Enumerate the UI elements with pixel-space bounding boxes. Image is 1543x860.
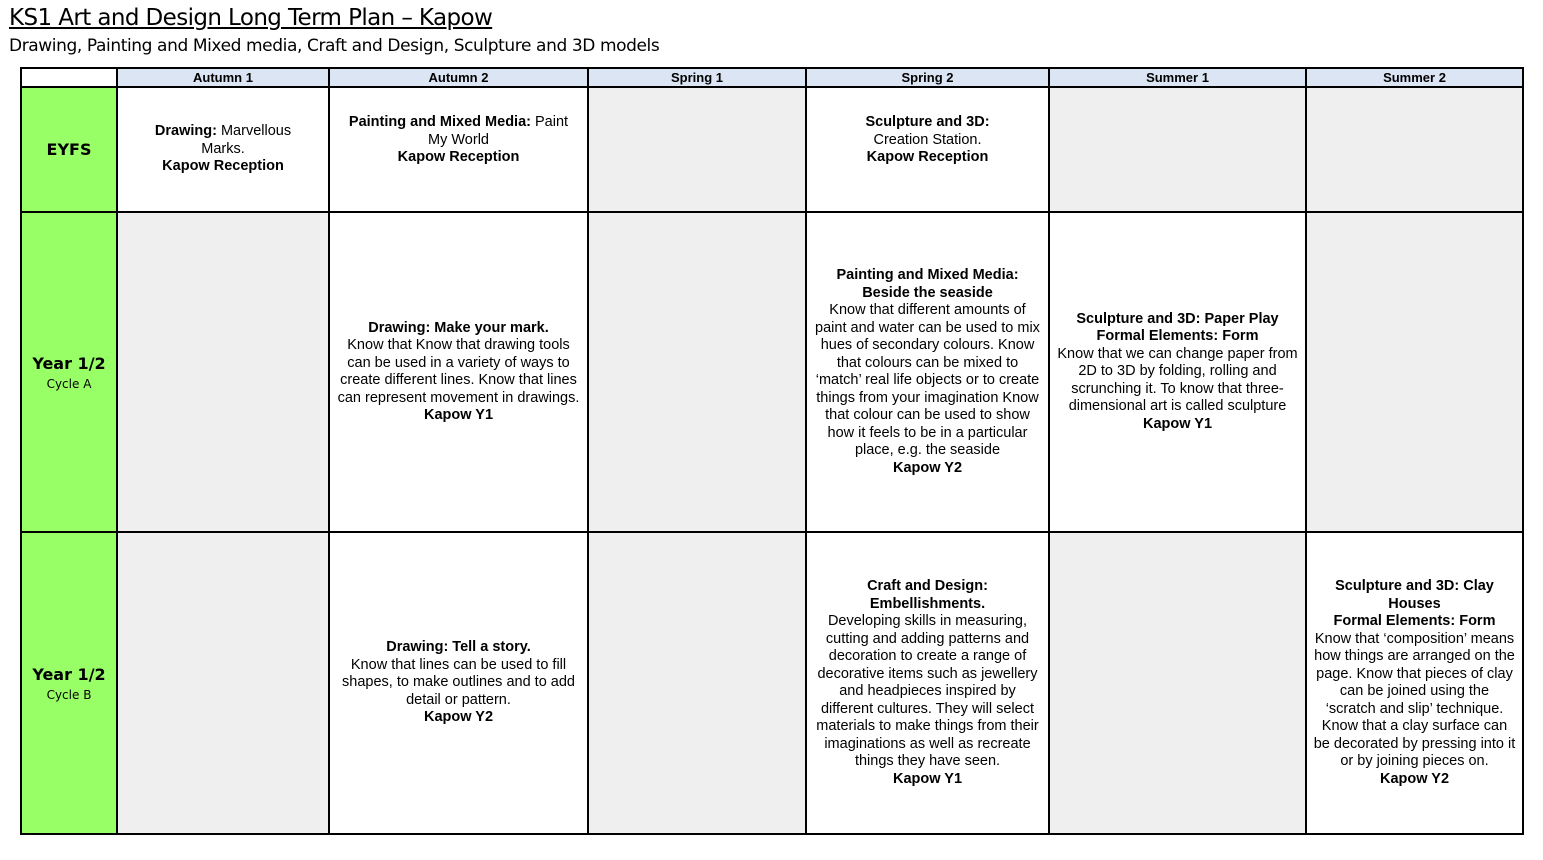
cell-cycle-b-summer-2 (1306, 532, 1523, 834)
cell-scheme: Kapow Y2 (1379, 770, 1450, 787)
row-label: Year 1/2 (32, 353, 106, 373)
cell-heading: Craft and Design: Embellishments. (867, 578, 988, 612)
cell-scheme: Kapow Y1 (892, 770, 963, 787)
cell-subheading: Formal Elements: Form (1333, 613, 1496, 629)
cell-body: Know that Know that drawing tools can be used in a variety of ways to create different lines. Know that lines can represent movement in drawings. (337, 337, 580, 406)
row-label: EYFS (46, 140, 92, 159)
cell-body: Know that we can change paper from 2D to 3D by folding, rolling and scrunching it. To know that three-dimensional art is called sculpture (1057, 345, 1298, 415)
cell-heading: Painting and Mixed Media: (348, 114, 531, 130)
cell-cycle-b-autumn-2 (329, 532, 588, 834)
cell-scheme: Kapow Y1 (423, 407, 494, 423)
cell-cycle-a-spring-1 (588, 212, 806, 532)
cell-topic: Paint My World (428, 114, 569, 148)
cell-eyfs-autumn-2 (329, 87, 588, 212)
column-header-autumn-2: Autumn 2 (329, 68, 588, 87)
row-sublabel: Cycle B (46, 687, 92, 702)
page-title: KS1 Art and Design Long Term Plan – Kapow (9, 5, 493, 31)
cell-heading: Drawing: Tell a story. (386, 639, 531, 656)
cell-scheme: Kapow Y2 (892, 459, 963, 476)
cell-body: Know that different amounts of paint and water can be used to mix hues of secondary colours. Know that colours can be mixed to ‘match’ real life objects or to create things from your imagination Know that colour can be used to show how it feels to be in a particular (815, 302, 1040, 441)
cell-scheme: Kapow Reception (397, 149, 520, 165)
cell-eyfs-spring-1 (588, 87, 806, 212)
row-sublabel: Cycle A (46, 376, 92, 391)
cell-heading: Painting and Mixed Media: Beside the seaside (836, 267, 1019, 301)
header-corner (21, 68, 117, 87)
cell-subheading: Formal Elements: Form (1096, 328, 1259, 345)
cell-cycle-b-autumn-1 (117, 532, 329, 834)
cell-heading: Sculpture and 3D: (865, 114, 990, 130)
cell-scheme: Kapow Reception (162, 158, 284, 175)
cell-body: Developing skills in measuring, cutting and adding patterns and decoration to create a range of decorative items such as jewellery and headpieces inspired by different cultures. They will select materials to make things from their imaginations as well as recreate things they have seen. (816, 613, 1039, 769)
header-row (21, 68, 1523, 87)
cell-topic: Creation Station. (873, 131, 982, 148)
column-header-summer-2: Summer 2 (1306, 68, 1523, 87)
column-header-spring-2: Spring 2 (806, 68, 1049, 87)
column-header-summer-1: Summer 1 (1049, 68, 1306, 87)
cell-cycle-a-autumn-2 (329, 212, 588, 532)
cell-heading: Drawing: Make your mark. (368, 319, 549, 336)
cell-body: Know that lines can be used to fill shapes, to make outlines and to add detail or pattern. (342, 656, 575, 708)
cell-cycle-b-spring-1 (588, 532, 806, 834)
cell-body: Know that ‘composition’ means how things are arranged on the page. Know that pieces of clay can be joined using the ‘scratch and slip’ technique. Know that a clay surface can be decorated by pressing into it or by joining pieces on. (1313, 630, 1516, 769)
cell-scheme: Kapow Reception (866, 149, 989, 165)
cell-heading: Sculpture and 3D: Paper Play (1076, 310, 1279, 327)
cell-eyfs-spring-2 (806, 87, 1049, 212)
row-label: Year 1/2 (32, 664, 106, 684)
row-header-eyfs (21, 87, 117, 212)
page-subtitle: Drawing, Painting and Mixed media, Craft and Design, Sculpture and 3D models (9, 36, 660, 56)
cell-eyfs-summer-1 (1049, 87, 1306, 212)
cell-cycle-a-summer-1 (1049, 212, 1306, 532)
column-header-autumn-1: Autumn 1 (117, 68, 329, 87)
cell-scheme: Kapow Y1 (1142, 415, 1213, 432)
cell-cycle-b-summer-1 (1049, 532, 1306, 834)
cell-scheme: Kapow Y2 (423, 709, 494, 726)
cell-cycle-b-spring-2 (806, 532, 1049, 834)
row-eyfs (21, 87, 1523, 212)
cell-cycle-a-summer-2 (1306, 212, 1523, 532)
row-header-cycle-b (21, 532, 117, 834)
cell-cycle-a-autumn-1 (117, 212, 329, 532)
row-header-cycle-a (21, 212, 117, 532)
cell-eyfs-autumn-1 (117, 87, 329, 212)
cell-topic: Marvellous Marks. (201, 123, 292, 157)
cell-cycle-a-spring-2 (806, 212, 1049, 532)
cell-eyfs-summer-2 (1306, 87, 1523, 212)
row-year-1-2-cycle-b (21, 532, 1523, 834)
cell-heading: Sculpture and 3D: Clay Houses (1335, 578, 1494, 612)
cell-heading: Drawing: (154, 123, 217, 140)
row-year-1-2-cycle-a (21, 212, 1523, 532)
cell-body-continued: place, e.g. the seaside (854, 442, 1001, 458)
column-header-spring-1: Spring 1 (588, 68, 806, 87)
long-term-plan-table (20, 67, 1524, 835)
